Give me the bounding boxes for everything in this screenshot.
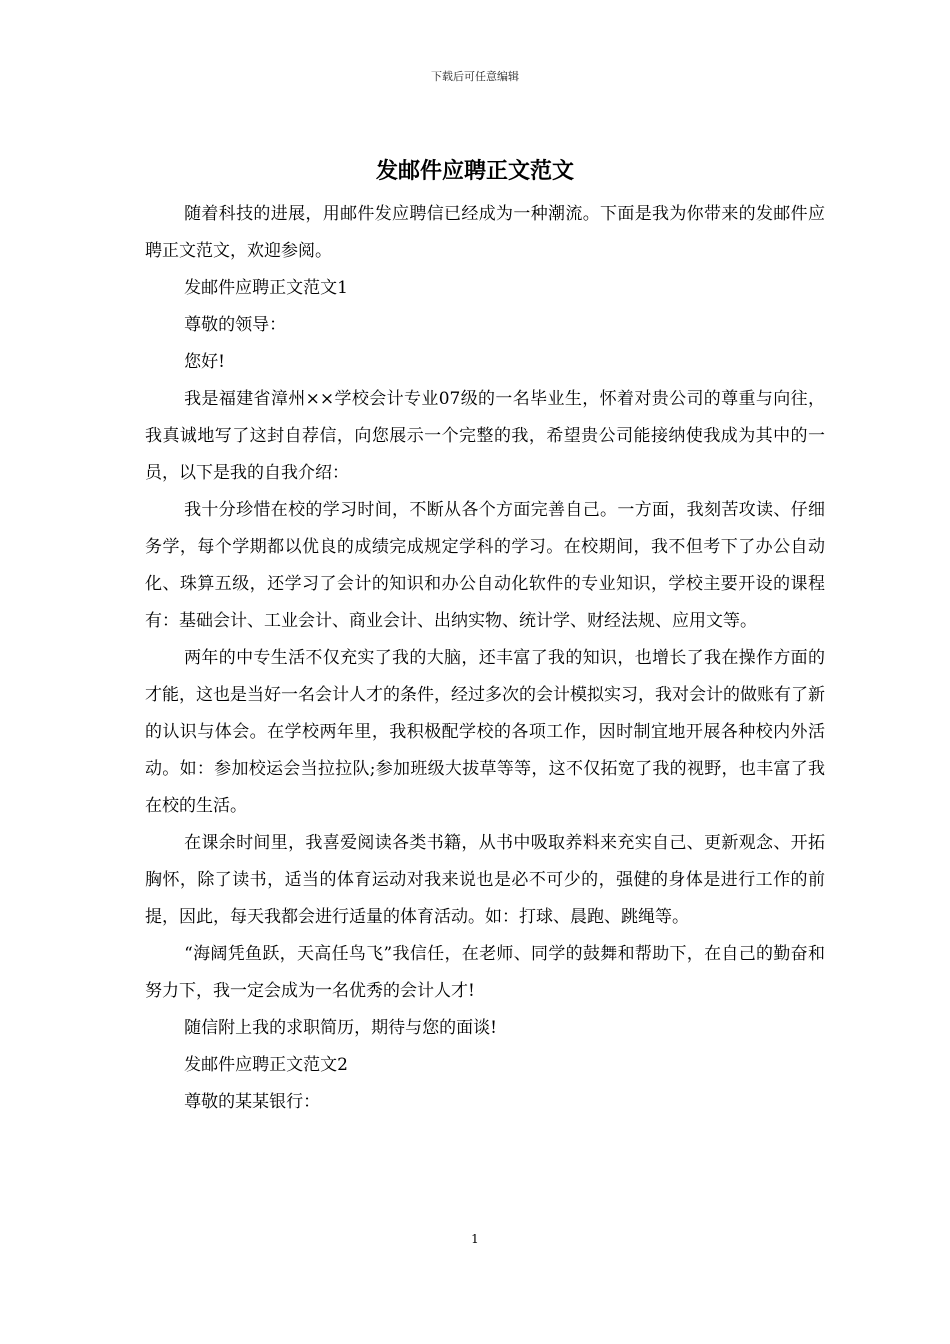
document-title: 发邮件应聘正文范文 [375,158,574,184]
body-paragraph: 两年的中专生活不仅充实了我的大脑，还丰富了我的知识，也增长了我在操作方面的才能，这也是当好一名会计人才的条件，经过多次的会计模拟实习，我对会计的做账有了新的认识与体会。在学校两年里，我积极配学校的各项工作，因时制宜地开展各种校内外活动。如：参加校运会当拉拉队;参加班级大拔草等等，这不仅拓宽了我的视野，也丰富了我在校的生活。 [145,648,825,816]
salutation: 尊敬的领导： [184,315,287,335]
section-heading-2: 发邮件应聘正文范文2 [184,1055,348,1075]
body-paragraph: 我十分珍惜在校的学习时间，不断从各个方面完善自己。一方面，我刻苦攻读、仔细务学，每个学期都以优良的成绩完成规定学科的学习。在校期间，我不但考下了办公自动化、珠算五级，还学习了会计的知识和办公自动化软件的专业知识，学校主要开设的课程有：基础会计、工业会计、商业会计、出纳实物、统计学、财经法规、应用文等。 [145,500,825,631]
body-paragraph: 我是福建省漳州××学校会计专业07级的一名毕业生，怀着对贵公司的尊重与向往，我真诚地写了这封自荐信，向您展示一个完整的我，希望贵公司能接纳使我成为其中的一员，以下是我的自我介绍： [145,389,825,483]
body-paragraph: 在课余时间里，我喜爱阅读各类书籍，从书中吸取养料来充实自己、更新观念、开拓胸怀，除了读书，适当的体育运动对我来说也是必不可少的，强健的身体是进行工作的前提，因此，每天我都会进行适量的体育活动。如：打球、晨跑、跳绳等。 [145,833,825,927]
body-paragraph: “海阔凭鱼跃，天高任鸟飞”我信任，在老师、同学的鼓舞和帮助下，在自己的勤奋和努力下，我一定会成为一名优秀的会计人才! [145,944,825,1001]
salutation: 尊敬的某某银行： [184,1092,321,1112]
greeting: 您好! [184,352,225,372]
closing-line: 随信附上我的求职简历，期待与您的面谈! [184,1018,497,1038]
page-number: 1 [471,1232,479,1246]
page-header-note: 下载后可任意编辑 [431,70,519,83]
intro-paragraph: 随着科技的进展，用邮件发应聘信已经成为一种潮流。下面是我为你带来的发邮件应聘正文范文，欢迎参阅。 [145,204,825,261]
section-heading-1: 发邮件应聘正文范文1 [184,278,348,298]
document-body [145,196,825,1121]
